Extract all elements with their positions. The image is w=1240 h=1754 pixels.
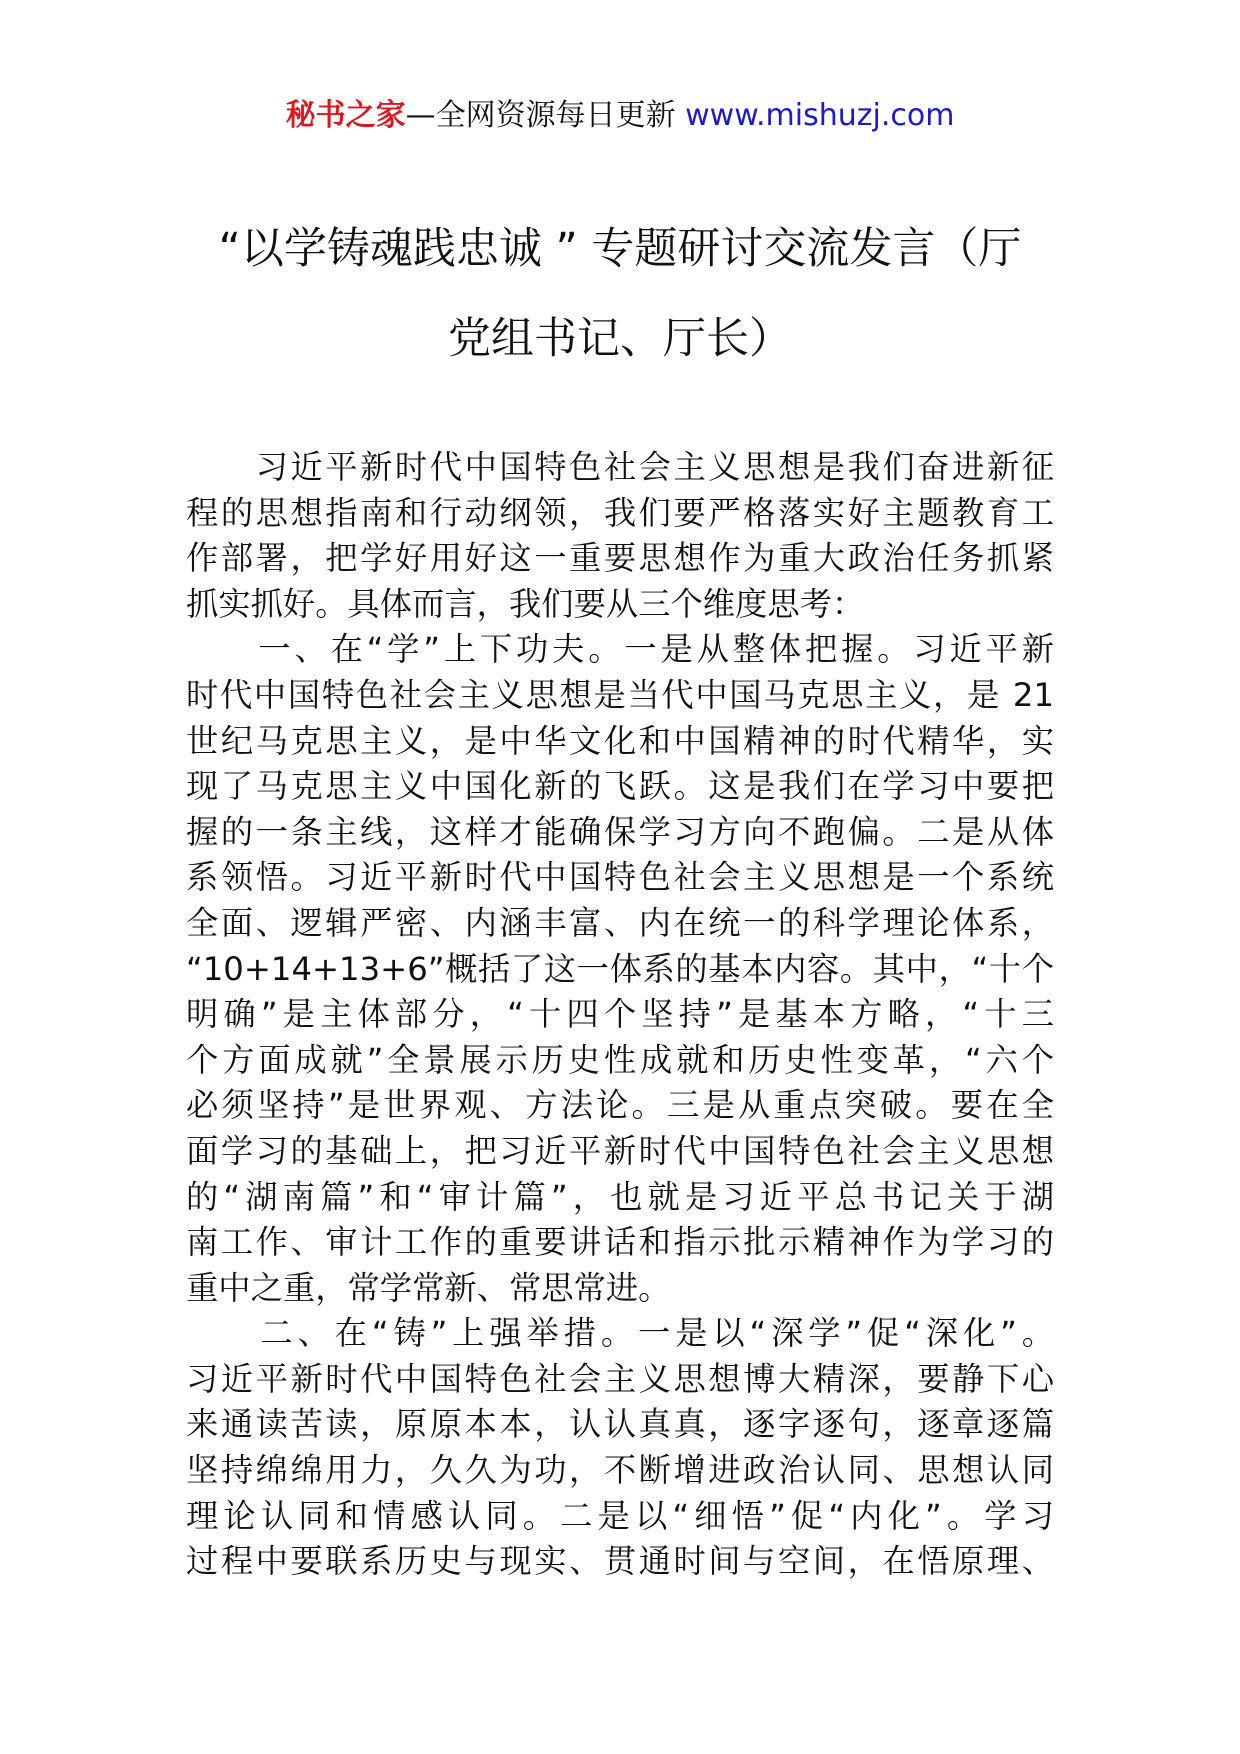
body-line: 坚持绵绵用力，久久为功，不断增进政治认同、思想认同 <box>186 1451 1054 1490</box>
body-line: 一、在“学”上下功夫。一是从整体把握。习近平新 <box>186 630 1054 669</box>
body-line: 的“湖南篇”和“审计篇”，也就是习近平总书记关于湖 <box>186 1177 1054 1216</box>
body-line: 必须坚持”是世界观、方法论。三是从重点突破。要在全 <box>186 1086 1054 1125</box>
document-body <box>186 445 1054 1585</box>
header-slogan: —全网资源每日更新 <box>405 98 676 133</box>
body-line: 过程中要联系历史与现实、贯通时间与空间，在悟原理、 <box>186 1542 1054 1581</box>
body-line: 抓实抓好。具体而言，我们要从三个维度思考： <box>186 584 865 623</box>
body-line: 程的思想指南和行动纲领，我们要严格落实好主题教育工 <box>186 493 1054 532</box>
body-line: 世纪马克思主义，是中华文化和中国精神的时代精华，实 <box>186 721 1054 760</box>
body-line: 全面、逻辑严密、内涵丰富、内在统一的科学理论体系， <box>186 903 1054 942</box>
document-title <box>186 204 1054 384</box>
body-line: 明确”是主体部分，“十四个坚持”是基本方略，“十三 <box>186 995 1054 1034</box>
body-line: 个方面成就”全景展示历史性成就和历史性变革，“六个 <box>186 1040 1054 1079</box>
body-line: 习近平新时代中国特色社会主义思想是我们奋进新征 <box>186 448 1054 486</box>
body-line: 作部署，把学好用好这一重要思想作为重大政治任务抓紧 <box>186 539 1054 578</box>
header-brand: 秘书之家 <box>285 98 406 133</box>
body-line: 南工作、审计工作的重要讲话和指示批示精神作为学习的 <box>186 1223 1054 1262</box>
body-line: 重中之重，常学常新、常思常进。 <box>186 1268 671 1307</box>
body-line: “10+14+13+6”概括了这一体系的基本内容。其中，“十个 <box>186 949 1054 988</box>
body-line: 系领悟。习近平新时代中国特色社会主义思想是一个系统 <box>186 858 1054 897</box>
title-line: 党组书记、厅长） <box>448 314 792 364</box>
body-line: 二、在“铸”上强举措。一是以“深学”促“深化”。 <box>186 1314 1054 1353</box>
body-line: 习近平新时代中国特色社会主义思想博大精深，要静下心 <box>186 1359 1054 1398</box>
body-line: 握的一条主线，这样才能确保学习方向不跑偏。二是从体 <box>186 812 1054 851</box>
header-url-link[interactable]: www.mishuzj.com <box>685 98 955 133</box>
body-line: 面学习的基础上，把习近平新时代中国特色社会主义思想 <box>186 1131 1054 1170</box>
body-line: 理论认同和情感认同。二是以“细悟”促“内化”。学习 <box>186 1496 1054 1535</box>
body-line: 时代中国特色社会主义思想是当代中国马克思主义，是 21 <box>186 675 1054 714</box>
page-header <box>0 96 1240 136</box>
body-line: 现了马克思主义中国化新的飞跃。这是我们在学习中要把 <box>186 767 1054 806</box>
body-line: 来通读苦读，原原本本，认认真真，逐字逐句，逐章逐篇 <box>186 1405 1054 1444</box>
title-line: “以学铸魂践忠诚 ” 专题研讨交流发言（厅 <box>218 224 1022 274</box>
